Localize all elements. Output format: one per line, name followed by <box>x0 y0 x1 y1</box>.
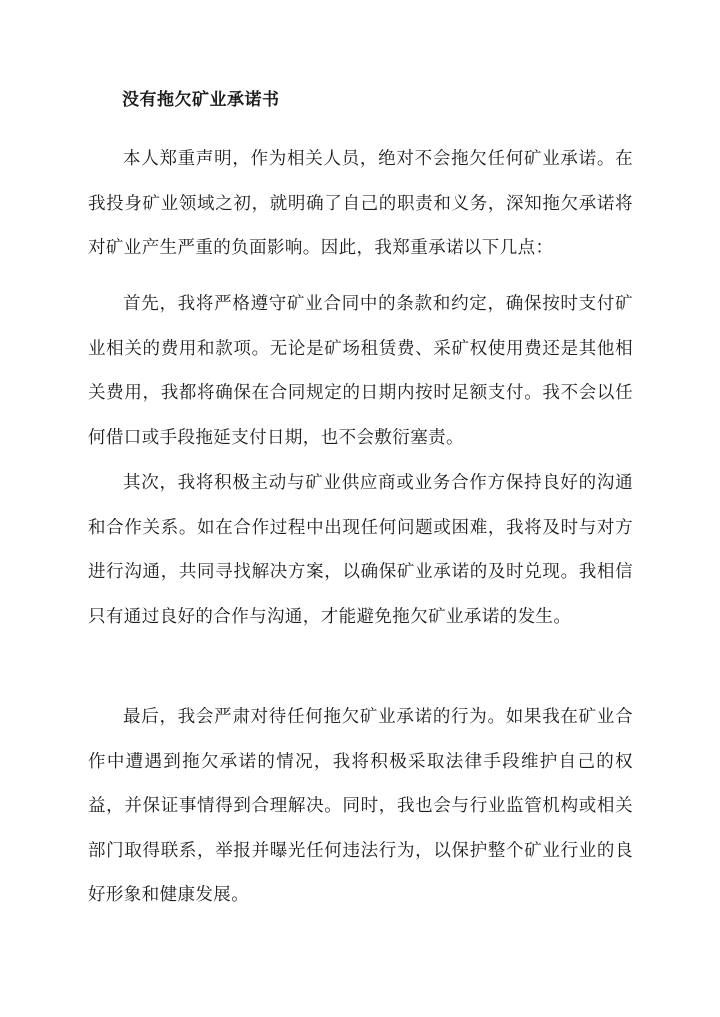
paragraph-final-commitment: 最后，我会严肃对待任何拖欠矿业承诺的行为。如果我在矿业合作中遭遇到拖欠承诺的情况，我将积极采取法律手段维护自己的权益，并保证事情得到合理解决。同时，我也会与行业监管机构或相关部门取得联系，举报并曝光任何违法行为，以保护整个矿业行业的良好形象和健康发展。 <box>88 707 633 905</box>
paragraph-declaration: 本人郑重声明，作为相关人员，绝对不会拖欠任何矿业承诺。在我投身矿业领域之初，就明确了自己的职责和义务，深知拖欠承诺将对矿业产生严重的负面影响。因此，我郑重承诺以下几点： <box>88 149 633 258</box>
paragraph-second-commitment: 其次，我将积极主动与矿业供应商或业务合作方保持良好的沟通和合作关系。如在合作过程中出现任何问题或困难，我将及时与对方进行沟通，共同寻找解决方案，以确保矿业承诺的及时兑现。我相信只有通过良好的合作与沟通，才能避免拖欠矿业承诺的发生。 <box>88 473 633 627</box>
paragraph-first-commitment: 首先，我将严格遵守矿业合同中的条款和约定，确保按时支付矿业相关的费用和款项。无论是矿场租赁费、采矿权使用费还是其他相关费用，我都将确保在合同规定的日期内按时足额支付。我不会以任何借口或手段拖延支付日期，也不会敷衍塞责。 <box>88 294 633 448</box>
document-title: 没有拖欠矿业承诺书 <box>122 90 280 110</box>
